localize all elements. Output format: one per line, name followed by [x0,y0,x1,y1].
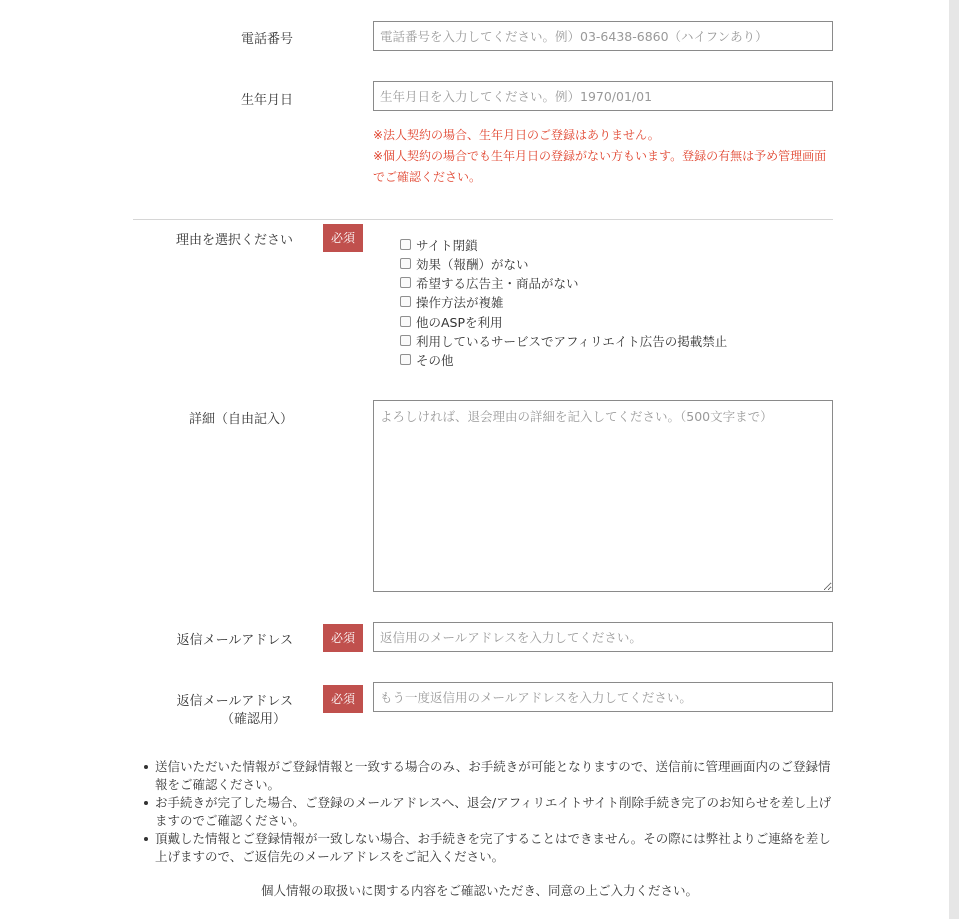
reason-option-complex[interactable] [400,292,504,311]
checkbox[interactable] [400,296,411,307]
checkbox[interactable] [400,277,411,288]
birthday-note-corporate: ※法人契約の場合、生年月日のご登録はありません。 [373,128,660,142]
detail-textarea[interactable] [373,400,833,592]
birthday-note [373,125,843,188]
checkbox[interactable] [400,335,411,346]
privacy-notice: 個人情報の取扱いに関する内容をご確認いただき、同意の上ご入力ください。 [260,883,698,898]
detail-label: 詳細（自由記入） [188,412,293,427]
reason-option-site-closed[interactable] [400,235,478,254]
reason-option-label: 操作方法が複雑 [416,294,504,310]
email-label: 返信メールアドレス [176,633,293,648]
checkbox[interactable] [400,316,411,327]
list-item: 送信いただいた情報がご登録情報と一致する場合のみ、お手続きが可能となりますので、送信前に管理画面内のご登録情報をご確認ください。 [155,758,835,794]
email-confirm-sublabel: （確認用） [220,712,286,727]
reason-option-label: 他のASPを利用 [416,314,503,330]
reason-option-label: 希望する広告主・商品がない [416,275,579,291]
email-confirm-input[interactable] [373,682,833,712]
required-badge: 必須 [323,624,363,652]
phone-label: 電話番号 [240,32,293,47]
reason-option-service-prohibited[interactable] [400,331,727,350]
reason-option-label: 効果（報酬）がない [416,256,529,272]
list-item: お手続きが完了した場合、ご登録のメールアドレスへ、退会/アフィリエイトサイト削除手続き完了のお知らせを差し上げますのでご確認ください。 [155,794,835,830]
reason-option-no-effect[interactable] [400,254,529,273]
reason-option-label: その他 [416,352,454,368]
required-badge: 必須 [323,685,363,713]
birthday-input[interactable] [373,81,833,111]
reason-label: 理由を選択ください [175,233,293,248]
birthday-note-individual-cont: でご確認ください。 [373,170,482,184]
reason-option-no-advertiser[interactable] [400,273,579,292]
section-divider [133,219,833,220]
email-confirm-label: 返信メールアドレス [176,694,293,709]
notes-list [155,758,835,866]
email-input[interactable] [373,622,833,652]
birthday-label: 生年月日 [240,93,293,108]
scrollbar[interactable] [949,0,959,919]
checkbox[interactable] [400,354,411,365]
reason-option-other-asp[interactable] [400,312,503,331]
reason-option-other[interactable] [400,350,454,369]
birthday-note-individual: ※個人契約の場合でも生年月日の登録がない方もいます。登録の有無は予め管理画面 [373,149,827,163]
list-item: 頂戴した情報とご登録情報が一致しない場合、お手続きを完了することはできません。その際には弊社よりご連絡を差し上げますので、ご返信先のメールアドレスをご記入ください。 [155,830,835,866]
required-badge: 必須 [323,224,363,252]
reason-option-label: 利用しているサービスでアフィリエイト広告の掲載禁止 [416,333,728,349]
checkbox[interactable] [400,258,411,269]
reason-option-label: サイト閉鎖 [416,237,478,253]
phone-input[interactable] [373,21,833,51]
checkbox[interactable] [400,239,411,250]
